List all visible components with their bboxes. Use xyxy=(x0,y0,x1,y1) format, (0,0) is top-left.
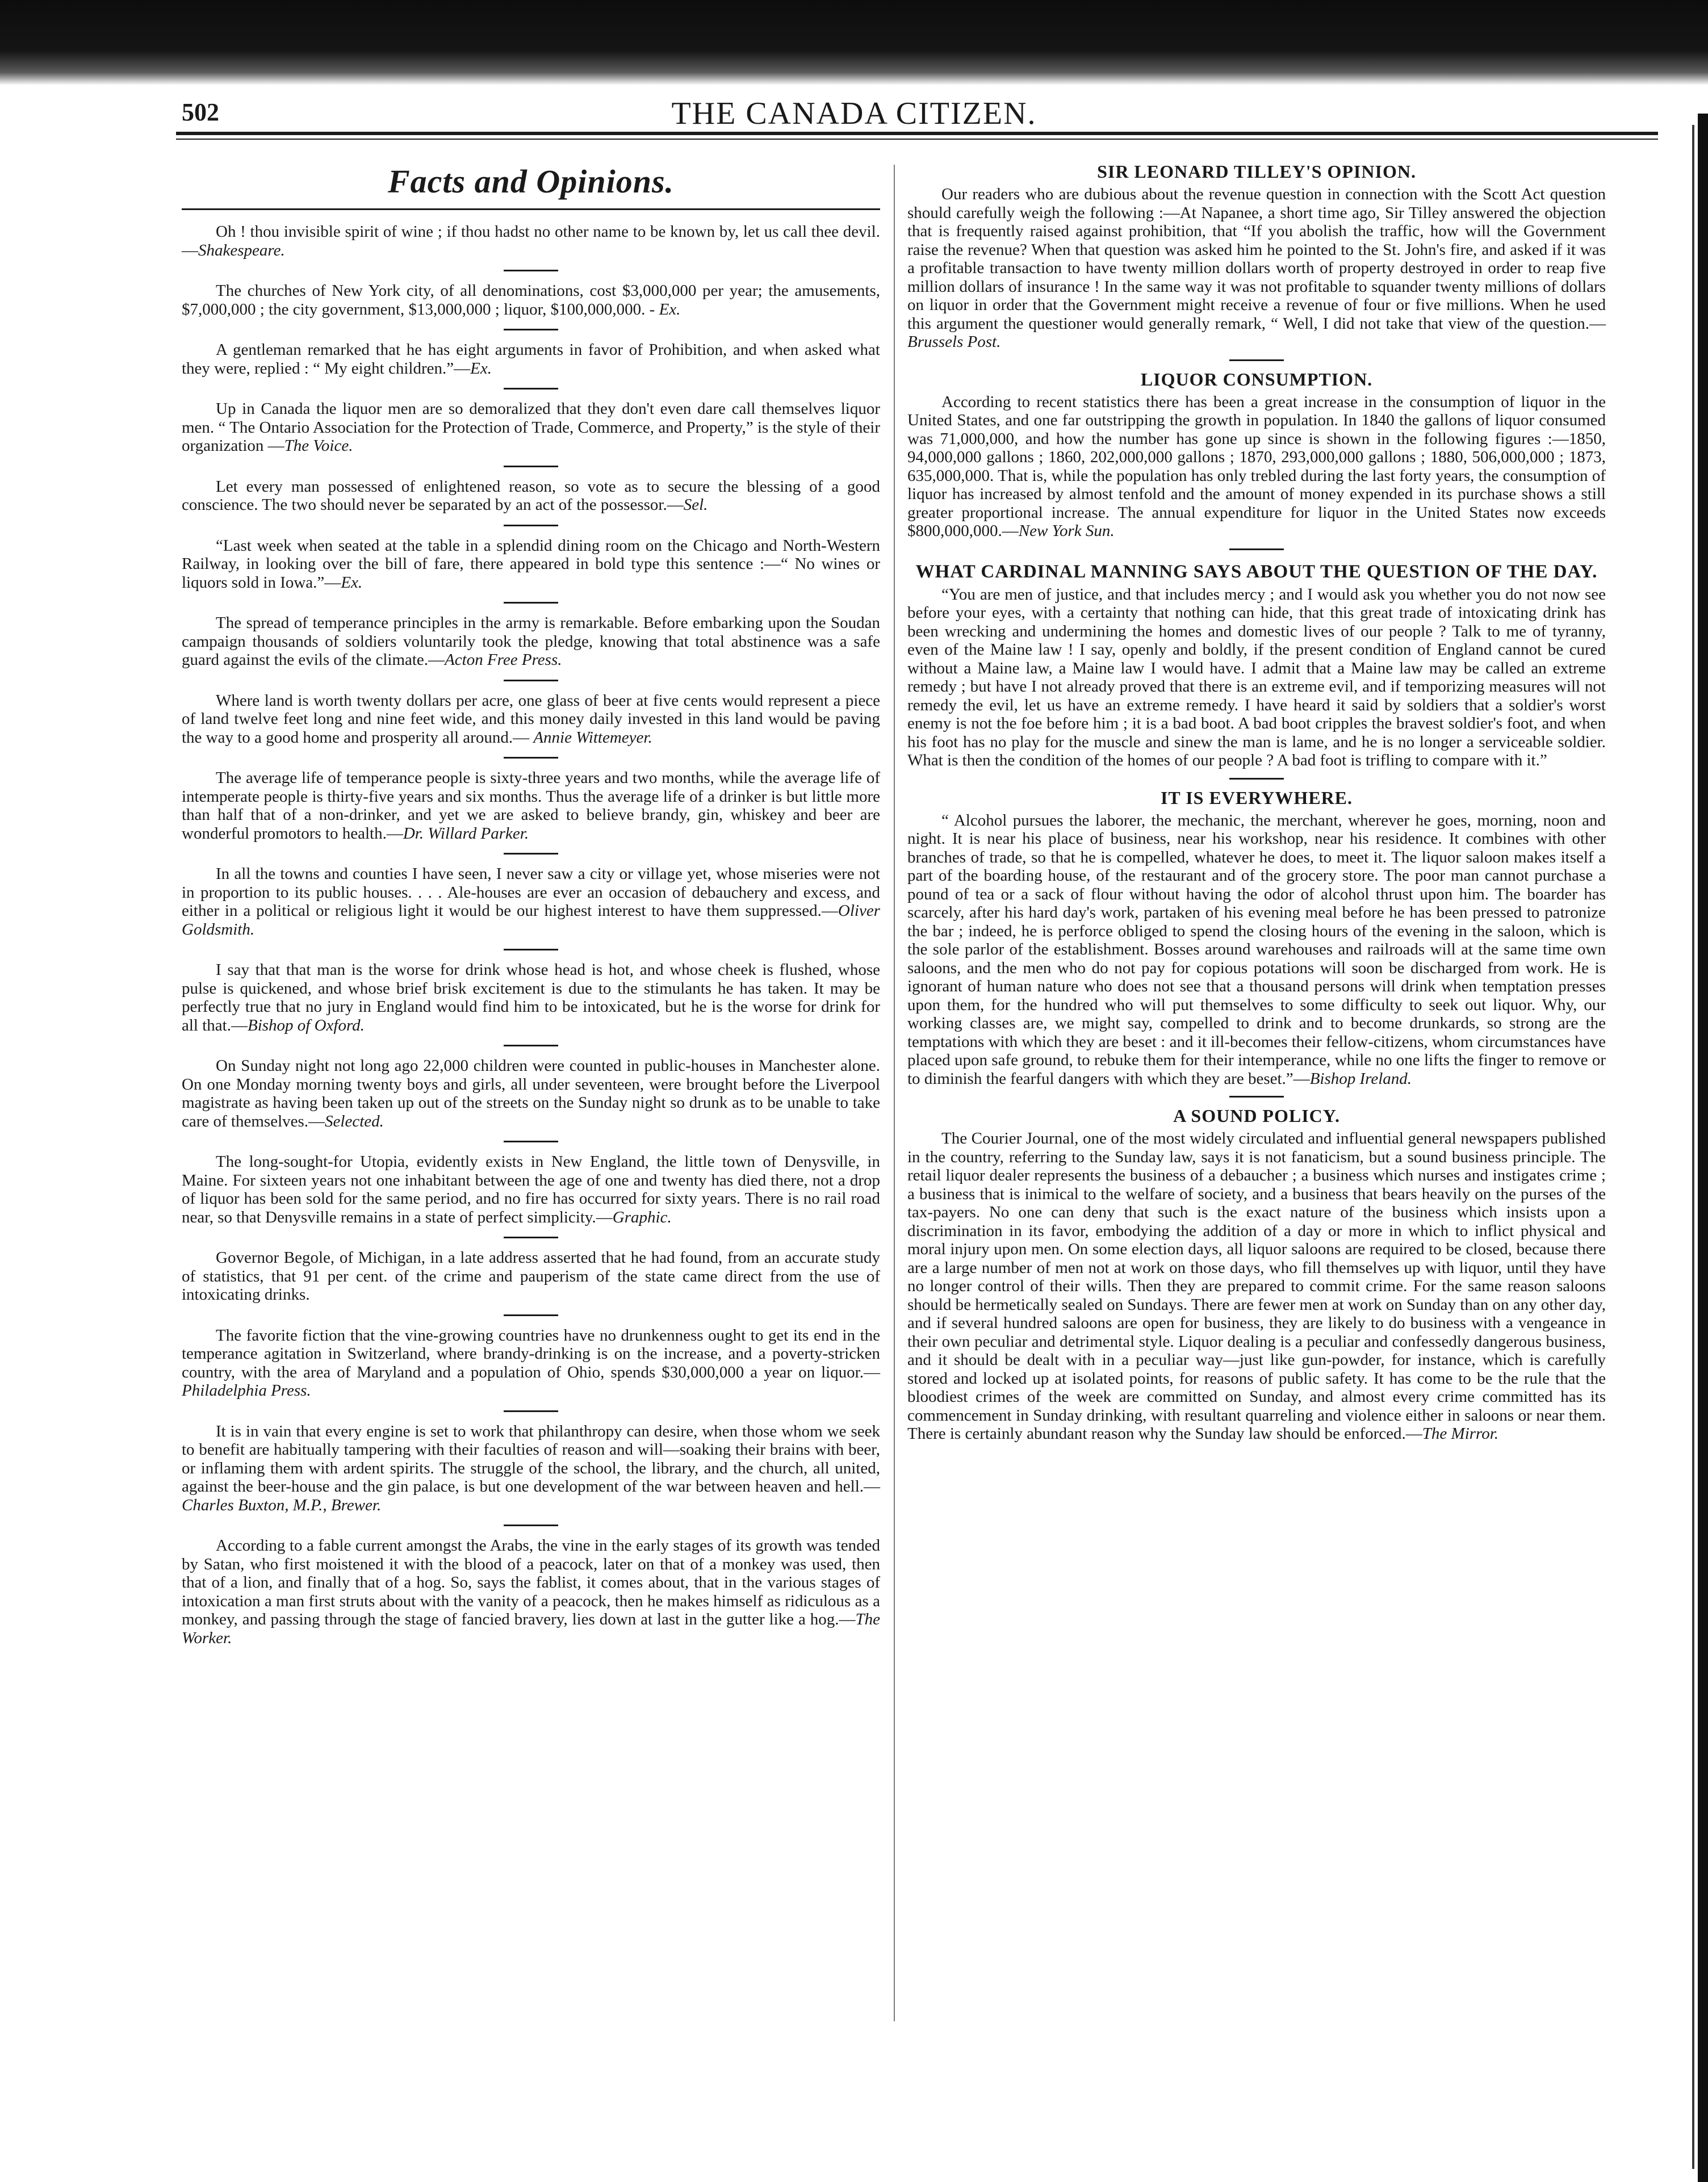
separator-rule xyxy=(504,757,558,759)
masthead: THE CANADA CITIZEN. xyxy=(671,96,1037,131)
article-heading: LIQUOR CONSUMPTION. xyxy=(1140,368,1373,390)
item-attribution: Philadelphia Press. xyxy=(182,1381,311,1400)
item-attribution: The Worker. xyxy=(182,1610,880,1647)
scan-border-right xyxy=(1698,114,1708,2182)
item-text: The churches of New York city, of all denominations, cost $3,000,000 per year; the amusements, $7,000,000 ; the city government, $13,000,000 ; liquor, $100,000,000. - xyxy=(182,282,880,319)
fact-item xyxy=(182,1153,880,1226)
fact-item xyxy=(182,223,880,259)
item-attribution: Charles Buxton, M.P., Brewer. xyxy=(182,1496,382,1514)
item-text: According to recent statistics there has been a great increase in the consumption of liquor in the United States, and one far outstripping the growth in population. In 1840 the gallons of liquor consumed was 71,000,000, and how the number has gone up since is shown in the following figures :—1850, 94,000,000 gallons ; 1860, 202,000,000 gallons ; 1870, 293,000,000 gallons ; 1880, 506,000,000 ; 1873, 635,000,000. That is, while the population has only trebled during the last forty years, the consumption of liquor has increased by almost tenfold and the amount of money expended in its purchase shows a still greater proportional increase. The annual expenditure for liquor in the United States now exceeds $800,000,000.— xyxy=(907,392,1606,540)
separator-rule xyxy=(504,853,558,855)
separator-rule xyxy=(1229,359,1284,361)
item-attribution: Bishop Ireland. xyxy=(1309,1069,1412,1088)
fact-item xyxy=(182,1249,880,1304)
fact-item xyxy=(182,1422,880,1515)
article-heading: SIR LEONARD TILLEY'S OPINION. xyxy=(1097,161,1416,182)
item-attribution: Ex. xyxy=(341,573,363,592)
item-text: On Sunday night not long ago 22,000 children were counted in public-houses in Manchester alone. On one Monday morning twenty boys and girls, all under seventeen, were brought before the Liverpool magistrate as having been taken up out of the streets on the Sunday night so drunk as to be unable to take care of themselves.— xyxy=(182,1057,880,1130)
item-attribution: Shakespeare. xyxy=(198,241,285,259)
article-body xyxy=(907,1129,1606,1443)
item-attribution: Ex. xyxy=(470,359,492,378)
separator-rule xyxy=(504,270,558,271)
fact-item xyxy=(182,614,880,669)
separator-rule xyxy=(504,1141,558,1142)
item-text: Oh ! thou invisible spirit of wine ; if thou hadst no other name to be known by, let us call thee devil.— xyxy=(182,223,880,259)
item-attribution: Oliver Goldsmith. xyxy=(182,902,880,939)
fact-item xyxy=(182,537,880,592)
item-text: Let every man possessed of enlightened reason, so vote as to secure the blessing of a good conscience. The two should never be separated by an act of the possessor.— xyxy=(182,477,880,514)
separator-rule xyxy=(504,680,558,681)
separator-rule xyxy=(504,525,558,526)
item-attribution: Annie Wittemeyer. xyxy=(533,728,652,747)
article-body xyxy=(907,811,1606,1088)
fact-item xyxy=(182,1536,880,1647)
separator-rule xyxy=(1229,778,1284,780)
separator-rule xyxy=(504,1525,558,1526)
fact-item xyxy=(182,1326,880,1400)
item-text: According to a fable current amongst the Arabs, the vine in the early stages of its growth was tended by Satan, who first moistened it with the blood of a peacock, later on that of a monkey was used, then that of a lion, and finally that of a hog. So, says the fablist, it comes about, that in the various stages of intoxication a man first struts about with the vanity of a peacock, then he makes himself as ridiculous as a monkey, and passing through the stage of fancied bravery, lies down at last in the gutter like a hog.— xyxy=(182,1536,880,1628)
item-attribution: The Voice. xyxy=(284,437,353,455)
masthead-rule-thin xyxy=(176,139,1658,140)
item-text: Our readers who are dubious about the revenue question in connection with the Scott Act question should carefully weigh the following :—At Napanee, a short time ago, Sir Tilley answered the objection that is frequently raised against prohibition, that “If you abolish the traffic, how will the Government raise the revenue? When that question was asked him he pointed to the St. John's fire, and asked if it was a profitable transaction to have twenty million dollars worth of property destroyed in order to reap five million dollars of insurance ! In the same way it was not profitable to squander twenty millions of dollars on liquor in order that the Government might receive a revenue of four or five millions. When he used this argument the questioner would generally remark, “ Well, I did not take that view of the question.— xyxy=(907,185,1606,333)
separator-rule xyxy=(504,1314,558,1316)
fact-item xyxy=(182,341,880,378)
item-attribution: Graphic. xyxy=(612,1208,672,1226)
section-title-rule xyxy=(182,208,880,210)
left-column xyxy=(182,158,880,1647)
fact-item xyxy=(182,400,880,455)
separator-rule xyxy=(1229,548,1284,550)
item-text: The Courier Journal, one of the most widely circulated and influential general newspapers published in the country, referring to the Sunday law, says it is not fanaticism, but a sound business principle. The retail liquor dealer represents the business of a debaucher ; a business which nurses and instigates crime ; a business that is inimical to the welfare of society, and a business that bears heavily on the purses of the tax-payers. No one can deny that such is the exact nature of the business which insists upon a discrimination in its favor, embodying the addition of a day or more in which to inflict physical and moral injury upon men. On some election days, all liquor saloons are required to be closed, because there are a large number of men not at work on those days, who fill themselves up with liquor, until they have no longer control of their wills. Then they are prepared to commit crime. For the same reason saloons should be hermetically sealed on Sundays. There are fewer men at work on Sunday than on any other day, and if several hundred saloons are open for business, they are likely to do business with a vengeance in their own peculiar and detrimental style. Liquor dealing is a peculiar and confessedly dangerous business, and it should be dealt with in a peculiar way—just like gun-powder, for instance, which is carefully stored and locked up at isolated points, for reasons of public safety. It has come to be the rule that the bloodiest crimes of the week are committed on Sunday, and almost every crime committed has its commencement in Sunday drinking, with resultant quarreling and violence either in saloons or near them. There is certainly abundant reason why the Sunday law should be enforced.— xyxy=(907,1129,1606,1443)
item-attribution: The Mirror. xyxy=(1422,1425,1499,1443)
right-column xyxy=(907,158,1606,1443)
fact-item xyxy=(182,692,880,747)
column-divider xyxy=(894,165,895,2021)
item-text: The long-sought-for Utopia, evidently exists in New England, the little town of Denysville, in Maine. For sixteen years not one inhabitant between the age of one and twenty has died there, not a drop of liquor has been sold for the same period, and no fire has occurred for sixty years. There is no rail road near, so that Denysville remains in a state of perfect simplicity.— xyxy=(182,1153,880,1226)
scan-border-top xyxy=(0,0,1708,85)
separator-rule xyxy=(504,466,558,467)
facts-list xyxy=(182,223,880,1647)
separator-rule xyxy=(504,1237,558,1238)
article-body xyxy=(907,185,1606,351)
article-heading: IT IS EVERYWHERE. xyxy=(1160,787,1353,808)
article-body xyxy=(907,585,1606,770)
item-text: The average life of temperance people is sixty-three years and two months, while the average life of intemperate people is thirty-five years and six months. Thus the average life of a drinker is but little more than half that of a non-drinker, and yet we are asked to believe brandy, gin, whiskey and beer are wonderful promotors to health.— xyxy=(182,769,880,843)
section-title: Facts and Opinions. xyxy=(387,163,675,200)
separator-rule xyxy=(1229,1096,1284,1098)
item-attribution: New York Sun. xyxy=(1018,522,1115,540)
item-text: In all the towns and counties I have seen, I never saw a city or village yet, whose miseries were not in proportion to its public houses. . . . Ale-houses are ever an occasion of debauchery and excess, and either in a political or religious light it would be our highest interest to have them suppressed.— xyxy=(182,865,880,920)
separator-rule xyxy=(504,949,558,950)
item-text: It is in vain that every engine is set to work that philanthropy can desire, when those whom we seek to benefit are habitually tampering with their faculties of reason and will—soaking their brains with beer, or inflaming them with ardent spirits. The struggle of the school, the library, and the church, all united, against the beer-house and the gin palace, is but one development of the war between heaven and hell.— xyxy=(182,1422,880,1496)
item-attribution: Dr. Willard Parker. xyxy=(403,824,529,843)
item-attribution: Brussels Post. xyxy=(907,333,1001,351)
scan-border-right-line xyxy=(1692,125,1694,2169)
item-text: Where land is worth twenty dollars per acre, one glass of beer at five cents would represent a piece of land twelve feet long and nine feet wide, and this money daily invested in this land would be paving the way to a good home and prosperity all around.— xyxy=(182,691,880,747)
separator-rule xyxy=(504,388,558,390)
separator-rule xyxy=(504,1410,558,1412)
fact-item xyxy=(182,1057,880,1130)
fact-item xyxy=(182,769,880,843)
item-text: The favorite fiction that the vine-growing countries have no drunkenness ought to get its end in the temperance agitation in Switzerland, where brandy-drinking is on the increase, and a poverty-stricken country, with the area of Maryland and a population of Ohio, spends $30,000,000 a year on liquor.— xyxy=(182,1326,880,1381)
page-number: 502 xyxy=(182,98,219,126)
separator-rule xyxy=(504,329,558,330)
separator-rule xyxy=(504,602,558,604)
item-attribution: Ex. xyxy=(659,300,681,319)
item-attribution: Sel. xyxy=(683,496,708,514)
item-text: Up in Canada the liquor men are so demoralized that they don't even dare call themselves liquor men. “ The Ontario Association for the Protection of Trade, Commerce, and Property,” is the style of their organization — xyxy=(182,400,880,455)
item-attribution: Selected. xyxy=(325,1112,384,1130)
item-text: Governor Begole, of Michigan, in a late address asserted that he had found, from an accurate study of statistics, that 91 per cent. of the crime and pauperism of the state came direct from the use of intoxicating drinks. xyxy=(182,1249,880,1304)
item-text: I say that that man is the worse for drink whose head is hot, and whose cheek is flushed, whose pulse is quickened, and whose brief brisk excitement is due to the stimulants he has taken. It may be perfectly true that no jury in England would find him to be intoxicated, but he is the worse for drink for all that.— xyxy=(182,961,880,1035)
item-text: “ Alcohol pursues the laborer, the mechanic, the merchant, wherever he goes, morning, noon and night. It is near his place of business, near his workshop, near his residence. It combines with other branches of trade, so that he is compelled, whatever he does, to meet it. The liquor saloon makes itself a part of the boarding house, of the restaurant and of the grocery store. The poor man cannot purchase a pound of tea or a sack of flour without having the odor of alcohol thrust upon him. The boarder has scarcely, after his hard day's work, partaken of his evening meal before he has been pressed to patronize the bar ; indeed, he is perforce obliged to spend the closing hours of the evening in the saloon, which is the sole parlor of the establishment. Bosses around warehouses and railroads will at the same time own saloons, and the men who do not pay for copious potations will soon be discharged from work. He is ignorant of human nature who does not see that a thousand persons will drink when temptation presses upon them, for the hundred who will put themselves to some difficulty to seek out liquor. Why, our working classes are, we might say, compelled to drink and to become drunkards, so strong are the temptations with which they are beset : and it ill-becomes their fellow-citizens, whom circumstances have placed upon safe ground, to rebuke them for their intemperance, while no one lifts the finger to remove or to diminish the fearful dangers with which they are beset.”— xyxy=(907,811,1606,1088)
fact-item xyxy=(182,282,880,319)
masthead-rule xyxy=(176,132,1658,135)
article-body xyxy=(907,393,1606,541)
fact-item xyxy=(182,961,880,1035)
article-heading: A SOUND POLICY. xyxy=(1173,1105,1340,1126)
item-attribution: Bishop of Oxford. xyxy=(247,1016,365,1035)
item-text: A gentleman remarked that he has eight arguments in favor of Prohibition, and when asked what they were, replied : “ My eight children.”— xyxy=(182,341,880,378)
item-text: “Last week when seated at the table in a splendid dining room on the Chicago and North-Western Railway, in looking over the bill of fare, there appeared in bold type this sentence :—“ No wines or liquors sold in Iowa.”— xyxy=(182,536,880,592)
articles-list xyxy=(907,161,1606,1443)
item-text: “You are men of justice, and that includes mercy ; and I would ask you whether you do not now see before your eyes, with a certainty that nothing can hide, that this great trade of intoxicating drink has been wrecking and undermining the homes and domestic lives of our people ? Talk to me of tyranny, even of the Maine law ! I say, openly and boldly, if the present condition of England cannot be cured without a Maine law, a Maine law I would have. I admit that a Maine law may be called an extreme remedy ; but have I not already proved that there is an extreme evil, and if temporizing measures will not remedy the evil, let us have an extreme remedy. I have heard it said by soldiers that a soldier's worst enemy is not the foe before him ; it is a bad boot. A bad boot cripples the bravest soldier's foot, and when his foot has no play for the muscle and sinew the man is lame, and he is no longer a serviceable soldier. What is then the condition of the homes of our people ? A bad foot is trifling to compare with it.” xyxy=(907,585,1606,769)
article-heading: WHAT CARDINAL MANNING SAYS ABOUT THE QUESTION OF THE DAY. xyxy=(915,561,1598,582)
item-attribution: Acton Free Press. xyxy=(445,651,562,669)
fact-item xyxy=(182,478,880,514)
item-text: The spread of temperance principles in the army is remarkable. Before embarking upon the Soudan campaign thousands of soldiers voluntarily took the pledge, knowing that total abstinence was a safe guard against the evils of the climate.— xyxy=(182,614,880,669)
fact-item xyxy=(182,865,880,939)
separator-rule xyxy=(504,1045,558,1046)
